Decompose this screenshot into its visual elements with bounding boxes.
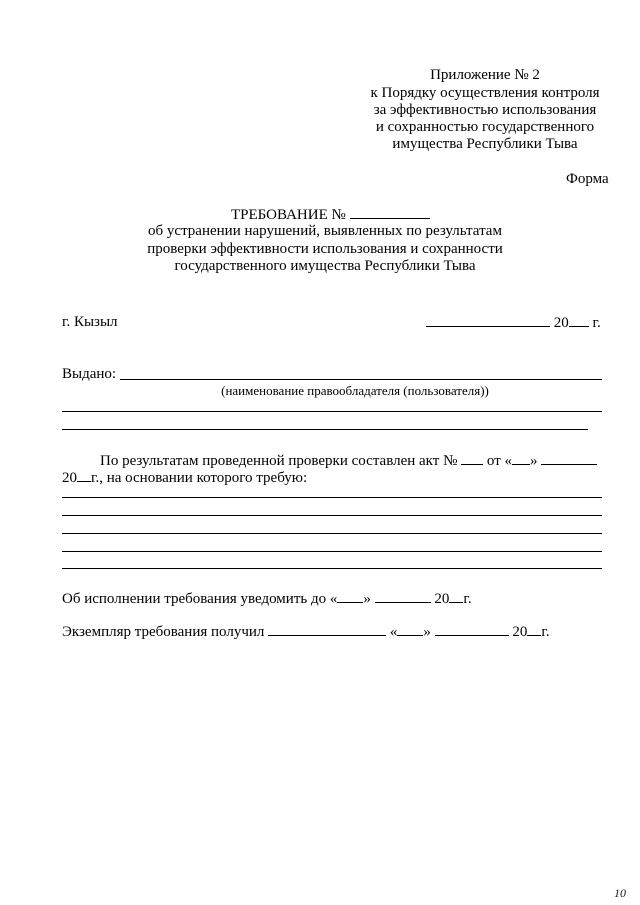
place-text: г. Кызыл: [62, 314, 118, 330]
issued-to-field[interactable]: [120, 379, 602, 380]
title-subtitle-2: проверки эффективности использования и сохранности: [147, 241, 503, 257]
notify-year-suffix: г.: [463, 591, 472, 607]
notify-line: [62, 589, 472, 608]
date-day-month-field[interactable]: [426, 313, 550, 327]
demand-line-4[interactable]: [62, 551, 602, 552]
received-open-quote: «: [389, 624, 398, 640]
form-label: Форма: [566, 171, 609, 187]
body-line-2: [62, 468, 307, 487]
act-month-field[interactable]: [541, 451, 597, 465]
received-close-quote: »: [423, 624, 431, 640]
appendix-line-4: и сохранностью государственного: [375, 119, 595, 135]
act-day-field[interactable]: [512, 451, 530, 465]
appendix-title: Приложение № 2: [430, 67, 540, 83]
act-year-field[interactable]: [77, 468, 91, 482]
demand-line-1[interactable]: [62, 497, 602, 498]
date-row: [426, 313, 601, 332]
demand-line-3[interactable]: [62, 533, 602, 534]
received-month-field[interactable]: [435, 622, 509, 636]
title-subtitle-1: об устранении нарушений, выявленных по результатам: [148, 223, 502, 239]
notify-day-field[interactable]: [337, 589, 363, 603]
notify-close-quote: »: [363, 591, 371, 607]
body-year-prefix: 20: [62, 470, 77, 486]
title-subtitle-3: государственного имущества Республики Тыва: [174, 258, 476, 274]
demand-line-5[interactable]: [62, 568, 602, 569]
received-text: Экземпляр требования получил: [62, 624, 265, 640]
demand-line-2[interactable]: [62, 515, 602, 516]
date-year-suffix: г.: [592, 315, 601, 331]
appendix-line-3: за эффективностью использования: [373, 102, 597, 118]
notify-year-field[interactable]: [449, 589, 463, 603]
body-close-quote: »: [530, 453, 538, 469]
body-text-act: По результатам проведенной проверки составлен акт №: [100, 453, 458, 469]
issued-caption: (наименование правообладателя (пользователя)): [221, 383, 489, 398]
page-number: 10: [614, 886, 626, 900]
requirement-number-field[interactable]: [350, 205, 430, 219]
received-year-suffix: г.: [541, 624, 550, 640]
title-heading-text: ТРЕБОВАНИЕ №: [231, 207, 346, 223]
date-year-prefix: 20: [553, 315, 569, 331]
notify-text: Об исполнении требования уведомить до «: [62, 591, 338, 607]
date-year-field[interactable]: [569, 313, 589, 327]
issued-label: Выдано:: [62, 366, 117, 382]
received-line: [62, 622, 550, 641]
issued-extra-line-2[interactable]: [62, 429, 588, 430]
appendix-line-2: к Порядку осуществления контроля: [370, 85, 600, 101]
body-text-demand: г., на основании которого требую:: [91, 470, 308, 486]
notify-year-prefix: 20: [434, 591, 450, 607]
appendix-line-5: имущества Республики Тыва: [392, 136, 578, 152]
received-year-prefix: 20: [512, 624, 528, 640]
notify-month-field[interactable]: [375, 589, 431, 603]
body-text-from: от «: [486, 453, 512, 469]
recipient-signature-field[interactable]: [268, 622, 386, 636]
received-year-field[interactable]: [527, 622, 541, 636]
act-number-field[interactable]: [461, 451, 483, 465]
issued-extra-line-1[interactable]: [62, 411, 602, 412]
received-day-field[interactable]: [397, 622, 423, 636]
